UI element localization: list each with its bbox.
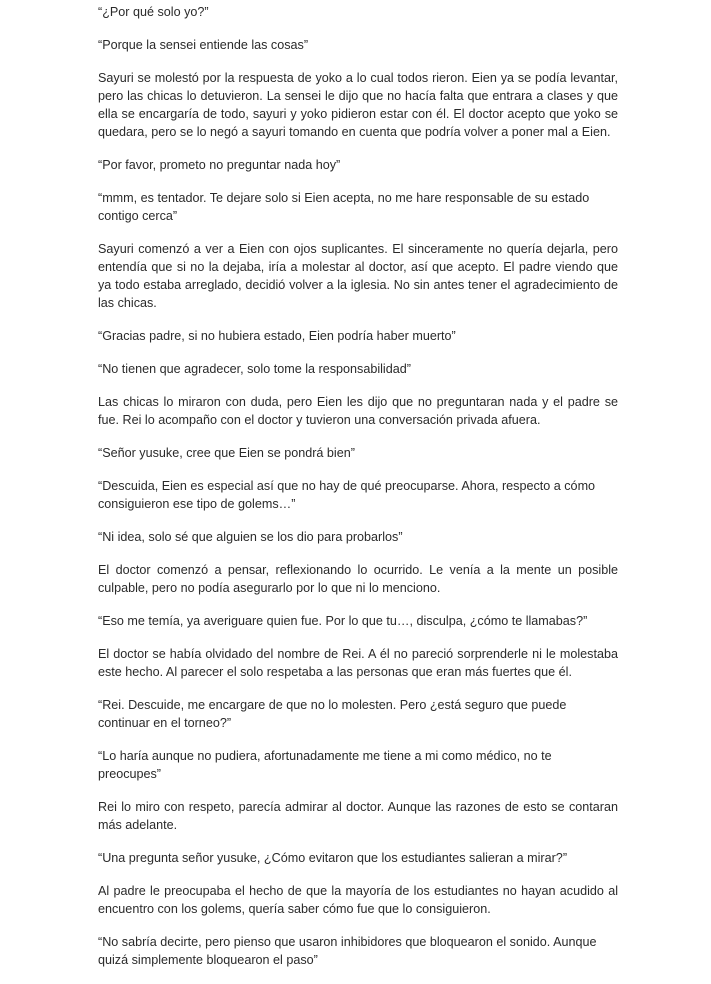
dialogue-paragraph: “Una pregunta señor yusuke, ¿Cómo evitaron que los estudiantes salieran a mirar?” (98, 851, 568, 865)
narrative-paragraph: Las chicas lo miraron con duda, pero Eien les dijo que no preguntaran nada y el padre se fue. Rei lo acompaño con el doctor y tuvieron una conversación privada afuera. (98, 395, 618, 427)
narrative-paragraph: Rei lo miro con respeto, parecía admirar al doctor. Aunque las razones de esto se contaran más adelante. (98, 800, 618, 832)
dialogue-paragraph: “Eso me temía, ya averiguare quien fue. Por lo que tu…, disculpa, ¿cómo te llamabas?” (98, 614, 588, 628)
narrative-paragraph: Sayuri se molestó por la respuesta de yoko a lo cual todos rieron. Eien ya se podía levantar, pero las chicas lo detuvieron. La sensei le dijo que no hacía falta que entrara a clases y que ella se encargaría de todo, sayuri y yoko pidieron estar con él. El doctor acepto que yoko se quedara, pero se lo negó a sayuri tomando en cuenta que podría volver a poner mal a Eien. (98, 71, 618, 139)
narrative-paragraph: Sayuri comenzó a ver a Eien con ojos suplicantes. El sinceramente no quería dejarla, pero entendía que si no la dejaba, iría a molestar al doctor, así que acepto. El padre viendo que ya todo estaba arreglado, decidió volver a la iglesia. No sin antes tener el agradecimiento de las chicas. (98, 242, 618, 310)
narrative-paragraph: El doctor se había olvidado del nombre de Rei. A él no pareció sorprenderle ni le molestaba este hecho. Al parecer el solo respetaba a las personas que eran más fuertes que él. (98, 647, 618, 679)
dialogue-paragraph: “Señor yusuke, cree que Eien se pondrá bien” (98, 446, 355, 460)
dialogue-paragraph: “¿Por qué solo yo?” (98, 5, 209, 19)
dialogue-paragraph: “No sabría decirte, pero pienso que usaron inhibidores que bloquearon el sonido. Aunque quizá simplemente bloquearon el paso” (98, 935, 597, 967)
dialogue-paragraph: “Ni idea, solo sé que alguien se los dio para probarlos” (98, 530, 403, 544)
dialogue-paragraph: “Descuida, Eien es especial así que no hay de qué preocuparse. Ahora, respecto a cómo consiguieron ese tipo de golems…” (98, 479, 596, 511)
dialogue-paragraph: “Rei. Descuide, me encargare de que no lo molesten. Pero ¿está seguro que puede continuar en el torneo?” (98, 698, 567, 730)
dialogue-paragraph: “Lo haría aunque no pudiera, afortunadamente me tiene a mi como médico, no te preocupes” (98, 749, 552, 781)
document-page (98, 0, 618, 984)
dialogue-paragraph: “Por favor, prometo no preguntar nada hoy” (98, 158, 341, 172)
dialogue-paragraph: “mmm, es tentador. Te dejare solo si Eien acepta, no me hare responsable de su estado contigo cerca” (98, 191, 590, 223)
dialogue-paragraph: “Gracias padre, si no hubiera estado, Eien podría haber muerto” (98, 329, 456, 343)
narrative-paragraph: Al padre le preocupaba el hecho de que la mayoría de los estudiantes no hayan acudido al encuentro con los golems, quería saber cómo fue que lo consiguieron. (98, 884, 618, 916)
dialogue-paragraph: “Porque la sensei entiende las cosas” (98, 38, 309, 52)
dialogue-paragraph: “No tienen que agradecer, solo tome la responsabilidad” (98, 362, 411, 376)
narrative-paragraph: El doctor comenzó a pensar, reflexionando lo ocurrido. Le venía a la mente un posible culpable, pero no podía asegurarlo por lo que ni lo menciono. (98, 563, 618, 595)
